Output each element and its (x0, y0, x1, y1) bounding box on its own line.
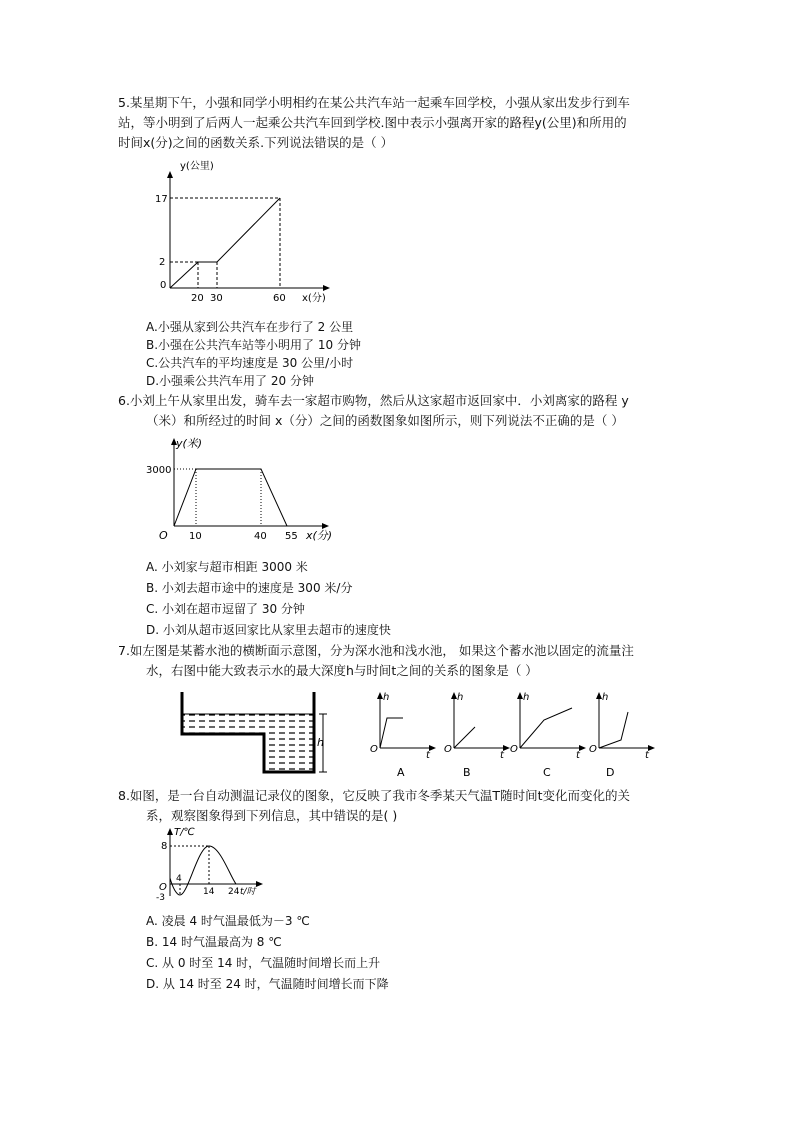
q5-option-b: B.小强在公共汽车站等小明用了 10 分钟 (146, 338, 361, 352)
q7-a-xlabel: t (426, 750, 430, 761)
q7-graph-a-label: A (397, 766, 405, 779)
q7-tank-diagram (178, 688, 338, 778)
q5-stem-line-3: 时间x(分)之间的函数关系.下列说法错误的是（ ） (118, 135, 394, 150)
q7-graph-a (366, 690, 446, 780)
q8-ylabel: T/℃ (174, 827, 195, 838)
q5-option-c: C.公共汽车的平均速度是 30 公里/小时 (146, 356, 354, 370)
q7-graph-d (585, 690, 665, 780)
q6-graph (146, 433, 361, 548)
q6-xtick-10: 10 (189, 531, 202, 542)
q7-graph-d-label: D (606, 766, 615, 779)
q7-b-xlabel: t (500, 750, 504, 761)
q8-xtick-4: 4 (176, 874, 182, 884)
q6-xtick-55: 55 (285, 531, 298, 542)
q8-option-c: C. 从 0 时至 14 时，气温随时间增长而上升 (146, 956, 381, 970)
q7-b-origin: O (444, 744, 452, 755)
q7-c-xlabel: t (576, 750, 580, 761)
q8-option-b: B. 14 时气温最高为 8 ℃ (146, 935, 282, 949)
q5-graph-line (170, 198, 280, 288)
q5-xtick-60: 60 (273, 293, 286, 304)
q7-graph-c (506, 690, 596, 780)
q8-xtick-24: 24 (228, 887, 240, 897)
q8-option-d: D. 从 14 时至 24 时，气温随时间增长而下降 (146, 977, 389, 991)
q6-option-c: C. 小刘在超市逗留了 30 分钟 (146, 602, 305, 616)
q5-graph (150, 155, 360, 305)
q5-origin: 0 (160, 280, 167, 291)
q7-graph-b-label: B (463, 766, 471, 779)
q6-option-d: D. 小刘从超市返回家比从家里去超市的速度快 (146, 623, 391, 637)
q8-graph (156, 826, 276, 906)
q6-ytick-3000: 3000 (146, 465, 172, 476)
q7-c-ylabel: h (523, 692, 530, 703)
q6-stem-line-2: （米）和所经过的时间 x（分）之间的函数图象如图所示，则下列说法不正确的是（ ） (146, 413, 624, 428)
q6-xlabel: x(分) (306, 529, 333, 542)
q5-option-d: D.小强乘公共汽车用了 20 分钟 (146, 374, 314, 388)
q5-xlabel: x(分) (302, 293, 326, 304)
q8-stem-line-2: 系，观察图象得到下列信息，其中错误的是( ) (146, 808, 398, 823)
q6-option-a: A. 小刘家与超市相距 3000 米 (146, 560, 308, 574)
q8-option-a: A. 凌晨 4 时气温最低为－3 ℃ (146, 914, 310, 928)
q5-stem-line-1: 5.某星期下午，小强和同学小明相约在某公共汽车站一起乘车回学校，小强从家出发步行到车 (118, 95, 630, 110)
q8-xlabel: t/时 (240, 887, 256, 897)
q8-stem-line-1: 8.如图，是一台自动测温记录仪的图象，它反映了我市冬季某天气温T随时间t变化而变化的关 (118, 788, 630, 803)
q6-ylabel: y(米) (176, 437, 203, 450)
q6-origin: O (159, 529, 168, 542)
q7-b-ylabel: h (457, 692, 464, 703)
q6-stem-line-1: 6.小刘上午从家里出发，骑车去一家超市购物，然后从这家超市返回家中．小刘离家的路程 y (118, 393, 629, 408)
q7-stem-line-2: 水，右图中能大致表示水的最大深度h与时间t之间的关系的图象是（ ） (146, 663, 538, 678)
q7-d-xlabel: t (645, 750, 649, 761)
q5-xtick-20: 20 (191, 293, 204, 304)
q7-stem-line-1: 7.如左图是某蓄水池的横断面示意图，分为深水池和浅水池， 如果这个蓄水池以固定的流量注 (118, 643, 634, 658)
q7-graph-c-label: C (543, 766, 551, 779)
q7-d-ylabel: h (602, 692, 609, 703)
q7-c-origin: O (510, 744, 518, 755)
q6-graph-line (174, 469, 287, 526)
q5-ytick-17: 17 (155, 194, 168, 205)
q7-d-origin: O (589, 744, 597, 755)
q6-option-b: B. 小刘去超市途中的速度是 300 米/分 (146, 581, 353, 595)
q5-stem-line-2: 站，等小明到了后两人一起乘公共汽车回到学校.图中表示小强离开家的路程y(公里)和所用的 (118, 115, 627, 130)
q8-xtick-14: 14 (203, 887, 215, 897)
q8-ytick-minus-3: -3 (156, 893, 165, 903)
q8-origin: O (159, 882, 167, 893)
q7-a-ylabel: h (383, 692, 390, 703)
q5-ytick-2: 2 (159, 257, 166, 268)
q5-xtick-30: 30 (210, 293, 223, 304)
q6-xtick-40: 40 (254, 531, 267, 542)
q7-tank-h-label: h (317, 736, 324, 749)
q5-option-a: A.小强从家到公共汽车在步行了 2 公里 (146, 320, 354, 334)
q8-ytick-8: 8 (161, 841, 168, 852)
q7-a-origin: O (370, 744, 378, 755)
q5-ylabel: y(公里) (180, 161, 214, 172)
